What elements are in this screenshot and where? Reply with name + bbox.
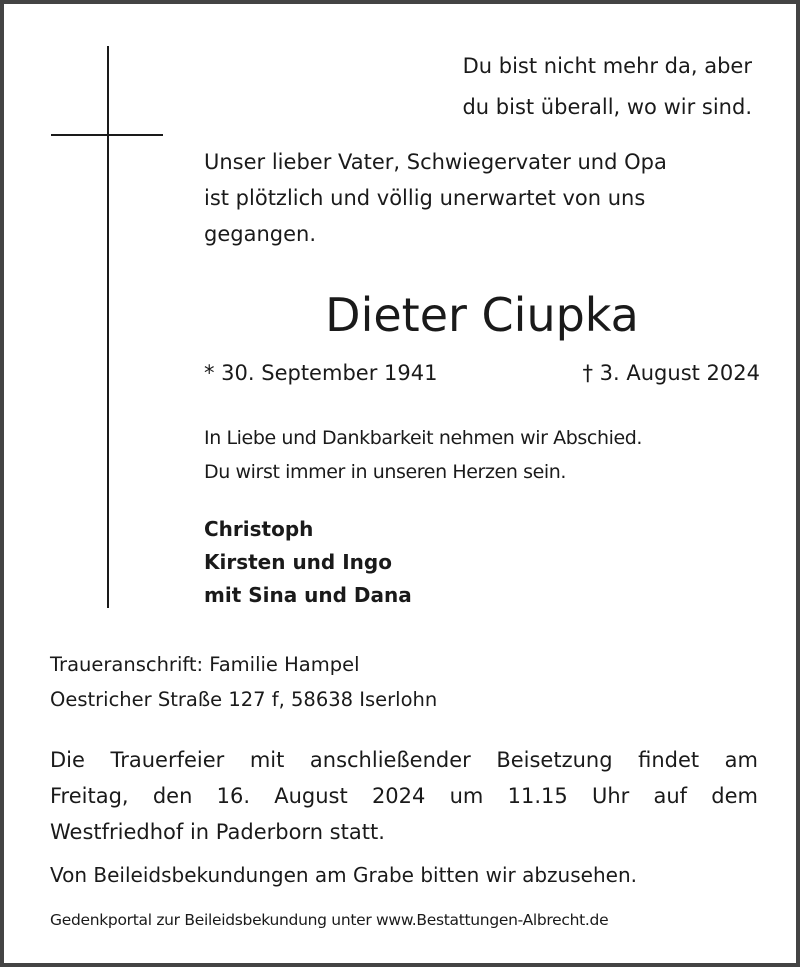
motto-line-2: du bist überall, wo wir sind.: [462, 95, 752, 119]
family-line-2: Kirsten und Ingo: [204, 550, 392, 574]
cross-vertical-bar: [107, 46, 109, 608]
life-dates: [204, 355, 760, 391]
farewell-line-2: Du wirst immer in unseren Herzen sein.: [204, 461, 567, 483]
address-line-1: Traueranschrift: Familie Hampel: [50, 653, 360, 676]
family-line-3: mit Sina und Dana: [204, 583, 412, 607]
intro-line-2: ist plötzlich und völlig unerwartet von uns: [204, 186, 646, 210]
motto: [462, 46, 752, 128]
deceased-name: Dieter Ciupka: [325, 288, 639, 342]
intro-line-1: Unser lieber Vater, Schwiegervater und Opa: [204, 150, 667, 174]
motto-line-1: Du bist nicht mehr da, aber: [462, 54, 752, 78]
family-signatures: [204, 513, 604, 612]
address-line-2: Oestricher Straße 127 f, 58638 Iserlohn: [50, 688, 438, 711]
service-line-2: Freitag, den 16. August 2024 um 11.15 Uhr auf dem: [50, 784, 758, 808]
farewell-text: [204, 421, 784, 489]
mourning-address: [50, 647, 760, 717]
death-date: † 3. August 2024: [582, 361, 760, 385]
intro-text: [204, 144, 760, 252]
service-line-1: Die Trauerfeier mit anschließender Beisetzung findet am: [50, 748, 758, 772]
service-line-3: Westfriedhof in Paderborn statt.: [50, 820, 385, 844]
family-line-1: Christoph: [204, 517, 314, 541]
funeral-service-info: [50, 742, 758, 850]
intro-line-3: gegangen.: [204, 222, 316, 246]
cross-horizontal-bar: [51, 134, 163, 136]
farewell-line-1: In Liebe und Dankbarkeit nehmen wir Abschied.: [204, 427, 643, 449]
memorial-portal-note: Gedenkportal zur Beileidsbekundung unter www.Bestattungen-Albrecht.de: [50, 911, 609, 929]
birth-date: * 30. September 1941: [204, 361, 438, 385]
condolence-note: Von Beileidsbekundungen am Grabe bitten wir abzusehen.: [50, 863, 637, 887]
